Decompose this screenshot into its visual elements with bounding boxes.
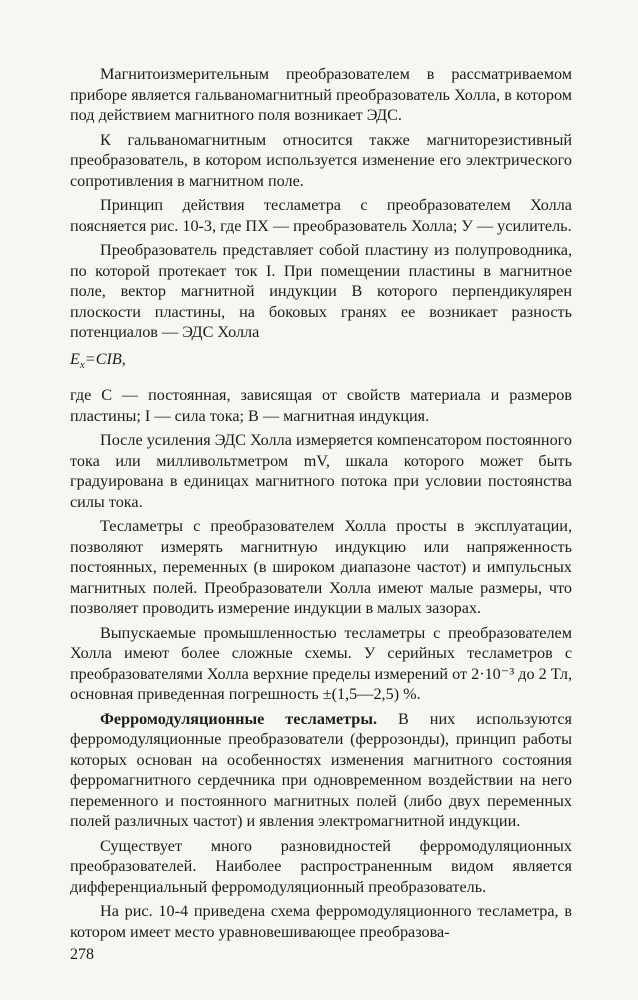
ferro-text: В них используются ферромодуляционные преобразователи (феррозонды), принцип работы которых основан на особенностях изменения магнитного состояния ферромагнитного сердечника при одновременном воздействии на него переменного и постоянного магнитных полей (либо двух переменных полей различных частот) и явления электромагнитной индукции.: [70, 709, 572, 831]
formula-lhs: E: [70, 349, 80, 368]
paragraph-10: Существует много разновидностей ферромодуляционных преобразователей. Наиболее распространенным видом является дифференциальный ферромодуляционный преобразователь.: [70, 836, 572, 896]
paragraph-1: Магнитоизмерительным преобразователем в рассматриваемом приборе является гальваномагнитный преобразователь Холла, в котором под действием магнитного поля возникает ЭДС.: [70, 65, 572, 124]
paragraph-8: Выпускаемые промышленностью тесламетры с преобразователем Холла имеют более сложные схемы. У серийных тесламетров с преобразователями Холла верхние пределы измерений от 2·10⁻³ до 2 Тл, основная приведенная погрешность ±(1,5—2,5) %.: [70, 623, 572, 704]
paragraph-2: К гальваномагнитным относится также магниторезистивный преобразователь, в котором используется изменение его электрического сопротивления в магнитном поле.: [70, 130, 572, 190]
page-number: 278: [70, 946, 94, 963]
page-body: [70, 64, 572, 942]
ferro-heading: Ферромодуляционные тесламетры.: [100, 709, 377, 728]
paragraph-ferro: [70, 709, 572, 832]
paragraph-6: После усиления ЭДС Холла измеряется компенсатором постоянного тока или милливольтметром mV, шкала которого может быть градуирована в единицах магнитного потока при условии постоянства силы тока.: [70, 431, 572, 511]
paragraph-3: Принцип действия тесламетра с преобразователем Холла поясняется рис. 10-3, где ПХ — преобразователь Холла; У — усилитель.: [70, 196, 572, 235]
paragraph-11: На рис. 10-4 приведена схема ферромодуляционного тесламетра, в котором имеет место уравновешивающее преобразова-: [70, 902, 572, 941]
formula-rhs: =CIB,: [84, 349, 126, 368]
paragraph-4: Преобразователь представляет собой пластину из полупроводника, по которой протекает ток I. При помещении пластины в магнитное поле, вектор магнитной индукции B которого перпендикулярен плоскости пластины, на боковых гранях ее возникает разность потенциалов — ЭДС Холла: [70, 241, 572, 341]
formula-sub: x: [79, 358, 85, 371]
paragraph-7: Тесламетры с преобразователем Холла просты в эксплуатации, позволяют измерять магнитную индукцию или напряженность постоянных, переменных (в широком диапазоне частот) и импульсных магнитных полей. Преобразователи Холла имеют малые размеры, что позволяет проводить измерение индукции в малых зазорах.: [70, 517, 572, 618]
hall-formula: [70, 349, 572, 376]
paragraph-5: где C — постоянная, зависящая от свойств материала и размеров пластины; I — сила тока; B — магнитная индукция.: [70, 386, 572, 425]
